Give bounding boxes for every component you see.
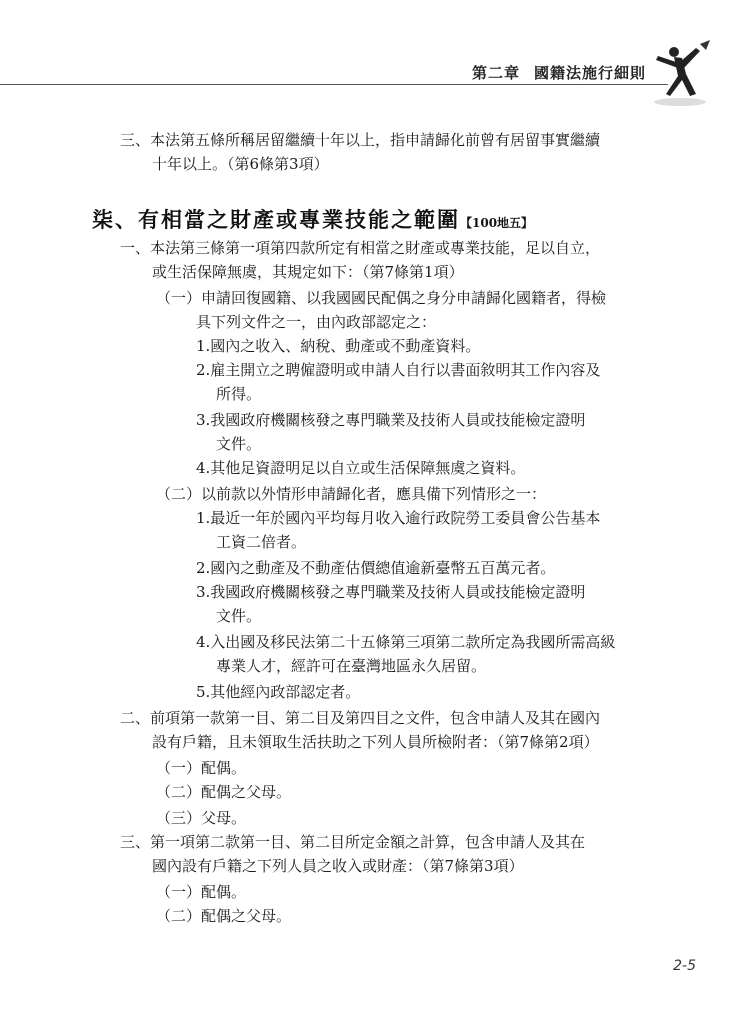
item-3-line-1: 三、第一項第二款第一目、第二目所定金額之計算，包含申請人及其在 bbox=[120, 833, 586, 851]
list-item: 4.其他足資證明足以自立或生活保障無虞之資料。 bbox=[196, 459, 526, 477]
item-2-line-2: 設有戶籍，且未領取生活扶助之下列人員所檢附者：（第7條第2項） bbox=[152, 733, 599, 751]
list-item: （一）配偶。 bbox=[156, 759, 247, 777]
list-item-continuation: 所得。 bbox=[216, 385, 262, 403]
header-rule bbox=[0, 84, 668, 85]
list-item: 3.我國政府機關核發之專門職業及技術人員或技能檢定證明 bbox=[196, 411, 586, 429]
running-header bbox=[472, 62, 646, 83]
list-item: （二）配偶之父母。 bbox=[156, 783, 292, 801]
intro-line-1: 三、本法第五條所稱居留繼續十年以上，指申請歸化前曾有居留事實繼續 bbox=[120, 131, 601, 149]
list-item: 3.我國政府機關核發之專門職業及技術人員或技能檢定證明 bbox=[196, 583, 586, 601]
section-heading bbox=[92, 204, 533, 234]
item-3-line-2: 國內設有戶籍之下列人員之收入或財產：（第7條第3項） bbox=[152, 857, 524, 875]
list-item: （三）父母。 bbox=[156, 809, 247, 827]
subitem-1-line-2: 具下列文件之一，由內政部認定之： bbox=[196, 313, 437, 331]
subitem-2-line-1: （二）以前款以外情形申請歸化者，應具備下列情形之一： bbox=[156, 485, 547, 503]
list-item: （一）配偶。 bbox=[156, 883, 247, 901]
intro-line-2: 十年以上。（第6條第3項） bbox=[152, 155, 329, 173]
item-1-line-2: 或生活保障無虞，其規定如下：（第7條第1項） bbox=[152, 263, 464, 281]
section-title: 柒、有相當之財產或專業技能之範圍 bbox=[92, 207, 460, 232]
page-number: 2-5 bbox=[673, 958, 696, 974]
chapter-title: 國籍法施行細則 bbox=[533, 64, 646, 82]
list-item: 4.入出國及移民法第二十五條第三項第二款所定為我國所需高級 bbox=[196, 633, 616, 651]
list-item: 5.其他經內政部認定者。 bbox=[196, 683, 361, 701]
list-item-continuation: 文件。 bbox=[216, 435, 262, 453]
item-1-line-1: 一、本法第三條第一項第四款所定有相當之財產或專業技能，足以自立， bbox=[120, 239, 601, 257]
list-item-continuation: 專業人才，經許可在臺灣地區永久居留。 bbox=[216, 657, 487, 675]
list-item: 1.最近一年於國內平均每月收入逾行政院勞工委員會公告基本 bbox=[196, 509, 601, 527]
exam-tag: 【100地五】 bbox=[460, 216, 534, 230]
list-item: 2.雇主開立之聘僱證明或申請人自行以書面敘明其工作內容及 bbox=[196, 361, 601, 379]
running-figure-icon bbox=[644, 40, 716, 110]
list-item: 2.國內之動產及不動產估價總值逾新臺幣五百萬元者。 bbox=[196, 559, 556, 577]
list-item-continuation: 文件。 bbox=[216, 607, 262, 625]
list-item: 1.國內之收入、納稅、動產或不動產資料。 bbox=[196, 337, 481, 355]
list-item-continuation: 工資二倍者。 bbox=[216, 533, 307, 551]
subitem-1-line-1: （一）申請回復國籍、以我國國民配偶之身分申請歸化國籍者，得檢 bbox=[156, 289, 607, 307]
list-item: （二）配偶之父母。 bbox=[156, 907, 292, 925]
item-2-line-1: 二、前項第一款第一目、第二目及第四目之文件，包含申請人及其在國內 bbox=[120, 709, 601, 727]
chapter-label: 第二章 bbox=[471, 64, 520, 82]
